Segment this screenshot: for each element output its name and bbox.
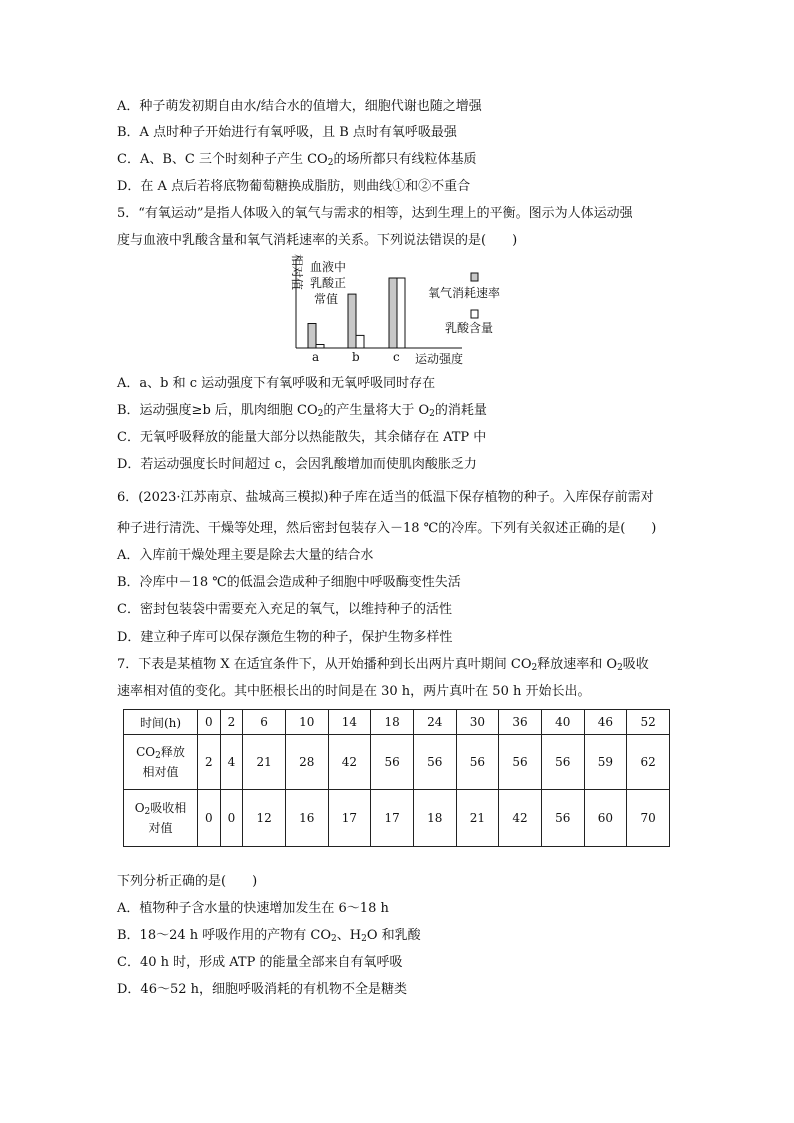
q6-option-d: D．建立种子库可以保存濒危生物的种子，保护生物多样性 [117, 630, 453, 645]
table-cell-time-3: 10 [285, 710, 328, 735]
q5-option-c: C．无氧呼吸释放的能量大部分以热能散失，其余储存在 ATP 中 [117, 430, 487, 445]
legend-label-1: 乳酸含量 [445, 321, 494, 335]
chart-tick-labels [312, 350, 400, 364]
legend-label-0: 氧气消耗速率 [428, 286, 501, 300]
bar-lactate-a [316, 345, 324, 349]
table-cell-o2-6: 18 [413, 790, 456, 847]
table-cell-co2-9: 56 [541, 735, 584, 790]
q5-option-a: A．a、b 和 c 运动强度下有氧呼吸和无氧呼吸同时存在 [117, 376, 436, 391]
table-cell-o2-3: 16 [285, 790, 328, 847]
table-cell-co2-7: 56 [456, 735, 499, 790]
q6-stem-line2: 种子进行清洗、干燥等处理，然后密封包装存入－18 ℃的冷库。下列有关叙述正确的是( ) [117, 521, 657, 536]
q6-option-c: C．密封包装袋中需要充入充足的氧气，以维持种子的活性 [117, 602, 452, 617]
q4-option-d: D．在 A 点后若将底物葡萄糖换成脂肪，则曲线①和②不重合 [117, 179, 471, 194]
bar-oxygen-c [389, 278, 397, 348]
q5-bar-chart [280, 253, 540, 368]
chart-y-axis-label: 相对值 [290, 254, 304, 291]
q7-stem-line2: 速率相对值的变化。其中胚根长出的时间是在 30 h，两片真叶在 50 h 开始长出。 [117, 684, 591, 699]
q7-option-d: D．46～52 h，细胞呼吸消耗的有机物不全是糖类 [117, 982, 408, 997]
tick-label-c: c [393, 350, 400, 364]
legend-swatch-1 [471, 310, 478, 318]
table-cell-co2-8: 56 [499, 735, 542, 790]
annotation-line-1: 乳酸正 [310, 276, 347, 290]
q6-option-b: B．冷库中－18 ℃的低温会造成种子细胞中呼吸酶变性失活 [117, 575, 461, 590]
table-cell-time-6: 24 [413, 710, 456, 735]
table-cell-time-9: 40 [541, 710, 584, 735]
table-cell-co2-6: 56 [413, 735, 456, 790]
q7-data-table [123, 709, 670, 847]
legend-swatch-0 [471, 273, 478, 281]
q7-option-a: A．植物种子含水量的快速增加发生在 6～18 h [117, 901, 389, 916]
table-cell-co2-1: 4 [220, 735, 243, 790]
tick-label-a: a [312, 350, 320, 364]
table-header-time: 时间(h) [124, 710, 198, 735]
q4-option-c: C．A、B、C 三个时刻种子产生 $CO_2$的场所都只有线粒体基质 [117, 152, 477, 168]
chart-annotation [310, 259, 346, 306]
table-header-co2: $CO_2$释放 相对值 [124, 735, 198, 790]
table-cell-o2-4: 17 [328, 790, 371, 847]
table-cell-o2-1: 0 [220, 790, 243, 847]
chart-x-axis-label: 运动强度 [415, 352, 464, 366]
q5-option-d: D．若运动强度长时间超过 c，会因乳酸增加而使肌肉酸胀乏力 [117, 457, 477, 472]
table-cell-time-0: 0 [198, 710, 221, 735]
chart-legend [428, 273, 500, 335]
table-cell-co2-4: 42 [328, 735, 371, 790]
bar-oxygen-a [308, 324, 316, 349]
table-cell-o2-5: 17 [371, 790, 414, 847]
q5-option-b: B．运动强度≥b 后，肌肉细胞 $CO_2$的产生量将大于 $O_2$的消耗量 [117, 403, 487, 419]
q7-stem-line1: 7．下表是某植物 X 在适宜条件下，从开始播种到长出两片真叶期间 $CO_2$释放速率和 $O_2$吸收 [117, 657, 649, 673]
q4-option-a: A．种子萌发初期自由水/结合水的值增大，细胞代谢也随之增强 [117, 99, 482, 114]
table-row-time [124, 710, 670, 735]
table-cell-time-11: 52 [627, 710, 670, 735]
table-cell-time-8: 36 [499, 710, 542, 735]
table-cell-co2-0: 2 [198, 735, 221, 790]
table-cell-time-2: 6 [243, 710, 286, 735]
table-cell-co2-11: 62 [627, 735, 670, 790]
annotation-line-0: 血液中 [310, 260, 347, 274]
q4-option-b: B．A 点时种子开始进行有氧呼吸，且 B 点时有氧呼吸最强 [117, 125, 457, 140]
table-cell-co2-3: 28 [285, 735, 328, 790]
table-cell-o2-2: 12 [243, 790, 286, 847]
q5-stem-line2: 度与血液中乳酸含量和氧气消耗速率的关系。下列说法错误的是( ) [117, 233, 518, 248]
table-cell-o2-0: 0 [198, 790, 221, 847]
table-cell-time-4: 14 [328, 710, 371, 735]
table-cell-time-7: 30 [456, 710, 499, 735]
table-cell-o2-8: 42 [499, 790, 542, 847]
table-cell-o2-9: 56 [541, 790, 584, 847]
table-cell-time-10: 46 [584, 710, 627, 735]
table-row-co2 [124, 735, 670, 790]
bar-oxygen-b [348, 294, 356, 348]
q6-option-a: A．入库前干燥处理主要是除去大量的结合水 [117, 548, 374, 563]
annotation-line-2: 常值 [314, 292, 339, 306]
q7-question: 下列分析正确的是( ) [117, 874, 258, 889]
table-cell-o2-7: 21 [456, 790, 499, 847]
bar-lactate-b [356, 335, 364, 348]
table-cell-co2-2: 21 [243, 735, 286, 790]
table-header-o2: $O_2$吸收相 对值 [124, 790, 198, 847]
bar-lactate-c [397, 278, 405, 348]
q7-option-c: C．40 h 时，形成 ATP 的能量全部来自有氧呼吸 [117, 955, 403, 970]
table-cell-time-5: 18 [371, 710, 414, 735]
table-cell-co2-5: 56 [371, 735, 414, 790]
table-cell-co2-10: 59 [584, 735, 627, 790]
q6-stem-line1: 6．(2023·江苏南京、盐城高三模拟)种子库在适当的低温下保存植物的种子。入库保存前需对 [117, 490, 654, 505]
table-row-o2 [124, 790, 670, 847]
table-cell-time-1: 2 [220, 710, 243, 735]
q7-option-b: B．18～24 h 呼吸作用的产物有 $CO_2$、$H_2O$ 和乳酸 [117, 928, 421, 944]
q5-stem-line1: 5．“有氧运动”是指人体吸入的氧气与需求的相等，达到生理上的平衡。图示为人体运动强 [117, 206, 633, 221]
tick-label-b: b [352, 350, 360, 364]
table-cell-o2-10: 60 [584, 790, 627, 847]
table-cell-o2-11: 70 [627, 790, 670, 847]
